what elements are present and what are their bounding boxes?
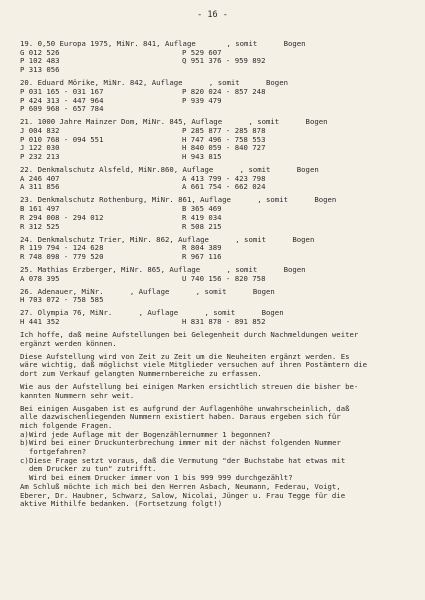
paragraph-line: wäre wichtig, daß möglichst viele Mitglieder versuchen auf ihren Postämtern die [20,360,368,370]
number-range-right: H 747 496 - 758 553 [182,134,266,144]
number-range-right: P 529 607 [182,47,222,57]
number-range-right: R 508 215 [182,221,222,231]
number-row [20,153,415,162]
number-row [20,183,415,192]
entry-title: 20. Eduard Mörike, MiNr. 842, Auflage , somit Bogen [20,78,288,88]
question-text: dem Drucker zu tun" zutrifft. [29,464,157,474]
entry-title: 21. 1000 Jahre Mainzer Dom, MiNr. 845, Auflage , somit Bogen [20,117,328,127]
number-range-left: R 294 008 - 294 012 [20,212,104,222]
paragraph [20,331,415,348]
entry-title: 23. Denkmalschutz Rothenburg, MiNr. 861, Auflage , somit Bogen [20,195,337,205]
closing-line: aktive Mithilfe bedanken. (Fortsetzung folgt!) [20,499,223,509]
paragraph-line: alle dazwischenliegenden Nummern existiert haben. Daraus ergeben sich für [20,412,341,422]
number-range-left: J 004 832 [20,125,60,135]
stamp-entry [20,288,415,305]
paragraph [20,353,415,379]
entry-title: 22. Denkmalschutz Alsfeld, MiNr.860, Auflage , somit Bogen [20,165,319,175]
number-range-right: H 840 059 - 840 727 [182,143,266,153]
number-range-right: R 967 116 [182,251,222,261]
stamp-entry [20,118,415,162]
question-marker: a) [20,429,29,439]
number-range-left: J 122 030 [20,143,60,153]
question-text: Wird bei einer Druckunterbrechung immer mit der nächst folgenden Nummer [29,438,341,448]
stamp-entry [20,236,415,262]
stamp-entry [20,166,415,192]
stamp-entry [20,196,415,231]
stamp-entry [20,309,415,326]
number-row [20,318,415,327]
paragraph-line: dort zum Verkauf gelangten Nummernbereiche zu erfassen. [20,369,262,379]
question-text: fortgefahren? [29,447,87,457]
number-row [20,223,415,232]
number-range-left: H 441 352 [20,317,60,327]
closing-line: Am Schluß möchte ich mich bei den Herren Asbach, Neumann, Federau, Voigt, [20,481,341,491]
entry-title: 24. Denkmalschutz Trier, MiNr. 862, Auflage , somit Bogen [20,234,315,244]
number-range-right: H 831 878 - 891 852 [182,317,266,327]
question-text: Diese Frage setzt voraus, daß die Vermutung "der Buchstabe hat etwas mit [29,455,346,465]
question-text: Wird bei einem Drucker immer von 1 bis 999 999 durchgezählt? [29,473,293,483]
stamp-entry [20,79,415,114]
number-row [20,275,415,284]
number-range-right: P 939 479 [182,95,222,105]
entry-title: 19. 0,50 Europa 1975, MiNr. 841, Auflage , somit Bogen [20,39,306,48]
number-range-left: A 311 856 [20,182,60,192]
paragraph [20,383,415,400]
paragraph-line: Bei einigen Ausgaben ist es aufgrund der Auflagenhöhe unwahrscheinlich, daß [20,403,350,413]
question-text: Wird jede Auflage mit der Bogenzählernummer 1 begonnen? [29,429,271,439]
number-range-right: A 413 799 - 423 798 [182,173,266,183]
number-range-right: A 661 754 - 662 024 [182,182,266,192]
number-row [20,296,415,305]
number-range-left: R 119 794 - 124 628 [20,243,104,253]
number-range-right: R 419 034 [182,212,222,222]
number-range-right: U 740 156 - 820 758 [182,273,266,283]
entry-title: 26. Adenauer, MiNr. , Auflage , somit Bogen [20,286,275,296]
question-marker: c) [20,455,29,465]
number-range-right: P 820 024 - 857 248 [182,86,266,96]
number-range-left: H 703 072 - 758 585 [20,295,104,305]
document-body [20,40,415,509]
number-range-left: B 161 497 [20,204,60,214]
number-row [20,66,415,75]
stamp-entry [20,40,415,75]
question-marker: b) [20,438,29,448]
number-range-right: H 943 815 [182,152,222,162]
number-range-right: R 804 389 [182,243,222,253]
number-range-left: P 232 213 [20,152,60,162]
number-range-left: A 246 407 [20,173,60,183]
number-range-left: G 012 526 [20,47,60,57]
question-marker [20,465,29,474]
stamp-entry [20,266,415,283]
paragraph-line: kannten Nummern sehr weit. [20,390,135,400]
entry-title: 27. Olympia 76, MiNr. , Auflage , somit Bogen [20,308,284,318]
number-range-right: B 365 469 [182,204,222,214]
number-range-left: R 748 098 - 779 520 [20,251,104,261]
number-range-left: P 313 056 [20,65,60,75]
page-number: - 16 - [197,10,228,20]
question-list [20,431,415,483]
number-range-right: Q 951 376 - 959 892 [182,56,266,66]
paragraph-line: Ich hoffe, daß meine Aufstellungen bei Gelegenheit durch Nachmeldungen weiter [20,330,359,340]
number-range-left: R 312 525 [20,221,60,231]
paragraph-line: Diese Aufstellung wird von Zeit zu Zeit um die Neuheiten ergänzt werden. Es [20,351,350,361]
paragraph-list [20,331,415,431]
number-range-left: P 010 768 - 094 551 [20,134,104,144]
number-range-left: A 078 395 [20,273,60,283]
entry-title: 25. Mathias Erzberger, MiNr. 865, Auflage , somit Bogen [20,264,306,274]
number-range-left: P 609 968 - 657 784 [20,104,104,114]
entry-list [20,40,415,327]
paragraph-line: ergänzt werden können. [20,338,117,348]
number-range-left: P 031 165 - 031 167 [20,86,104,96]
closing-paragraph [20,483,415,509]
number-row [20,253,415,262]
paragraph-line: mich folgende Fragen. [20,420,113,430]
number-range-right: P 285 877 - 285 878 [182,125,266,135]
closing-line: Eberer, Dr. Haubner, Schwarz, Salow, Nicolai, Jünger u. Frau Tegge für die [20,490,346,500]
paragraph [20,405,415,431]
paragraph-line: Wie aus der Aufstellung bei einigen Marken ersichtlich streuen die bisher be- [20,381,359,391]
number-range-left: P 424 313 - 447 964 [20,95,104,105]
number-range-left: P 102 483 [20,56,60,66]
number-row [20,105,415,114]
number-row [20,57,415,66]
